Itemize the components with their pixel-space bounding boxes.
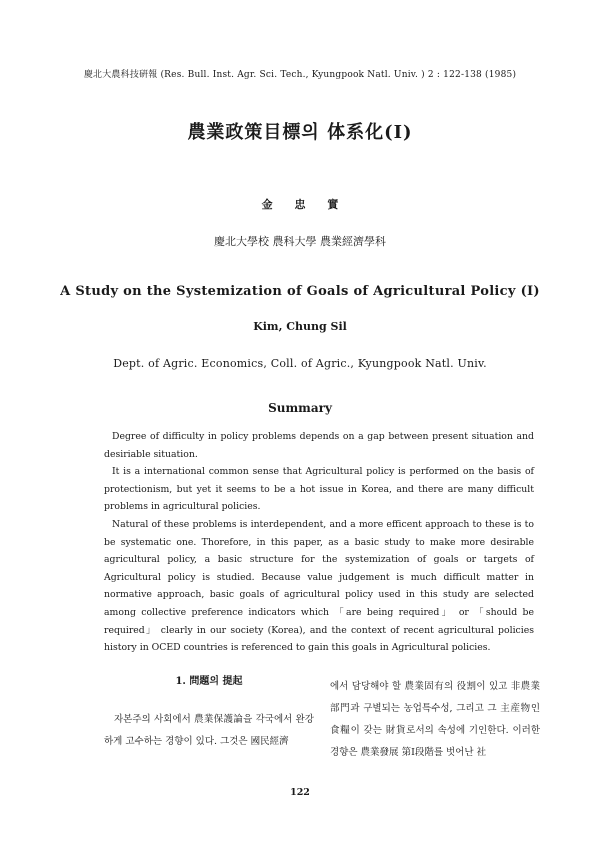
author-english: Kim, Chung Sil	[253, 320, 347, 333]
title-english: A Study on the Systemization of Goals of Agricultural Policy (I)	[60, 284, 540, 299]
affiliation-english: Dept. of Agric. Economics, Coll. of Agric., Kyungpook Natl. Univ.	[113, 357, 487, 370]
summary-heading: Summary	[268, 401, 332, 415]
title-korean: 農業政策目標의 体系化(Ⅰ)	[187, 122, 413, 143]
right-column-text: 에서 담당해야 할 農業固有의 役割이 있고 非農業部門과 구별되는 농업특수성, 그리고 그 主産物인 食糧이 갖는 財貨로서의 속성에 기인한다. 이러한 경향은 農業發展 第Ⅰ段階를 벗어난 社	[330, 681, 540, 758]
affiliation-korean: 慶北大學校 農科大學 農業經濟學科	[214, 235, 386, 248]
summary-body	[104, 428, 534, 657]
left-column	[104, 672, 314, 753]
author-korean: 金 忠 實	[261, 198, 339, 211]
summary-paragraph: It is a international common sense that Agricultural policy is performed on the basis of protectionism, but yet it seems to be a hot issue in Korea, and there are many difficult problems in agricultural policies.	[104, 466, 534, 513]
journal-header: 慶北大農科技硏報 (Res. Bull. Inst. Agr. Sci. Tech., Kyungpook Natl. Univ. ) 2 : 122-138 (1985)	[83, 70, 517, 80]
page-number: 122	[290, 787, 310, 798]
summary-paragraph: Natural of these problems is interdependent, and a more efficent approach to these is to be systematic one. Thorefore, in this paper, as a basic study to make more desirable agricultural policy, a basic structure for the systemization of goals or targets of Agricultural policy is studied. Because value judgement is much difficult matter in normative approach, basic goals of agricultural policy used in this study are selected among collective preference indicators which 「are being required」 or 「should be required」 clearly in our society (Korea), and the context of recent agricultural policies history in OCED countries is referenced to gain this goals in Agricultural policies.	[104, 518, 534, 654]
summary-paragraph: Degree of difficulty in policy problems depends on a gap between present situation and desiriable situation.	[104, 431, 534, 460]
section-heading: 1. 問題의 提起	[175, 676, 243, 687]
left-column-text: 자본주의 사회에서 農業保護論을 각국에서 완강하게 고수하는 경향이 있다. 그것은 國民經濟	[104, 714, 314, 747]
